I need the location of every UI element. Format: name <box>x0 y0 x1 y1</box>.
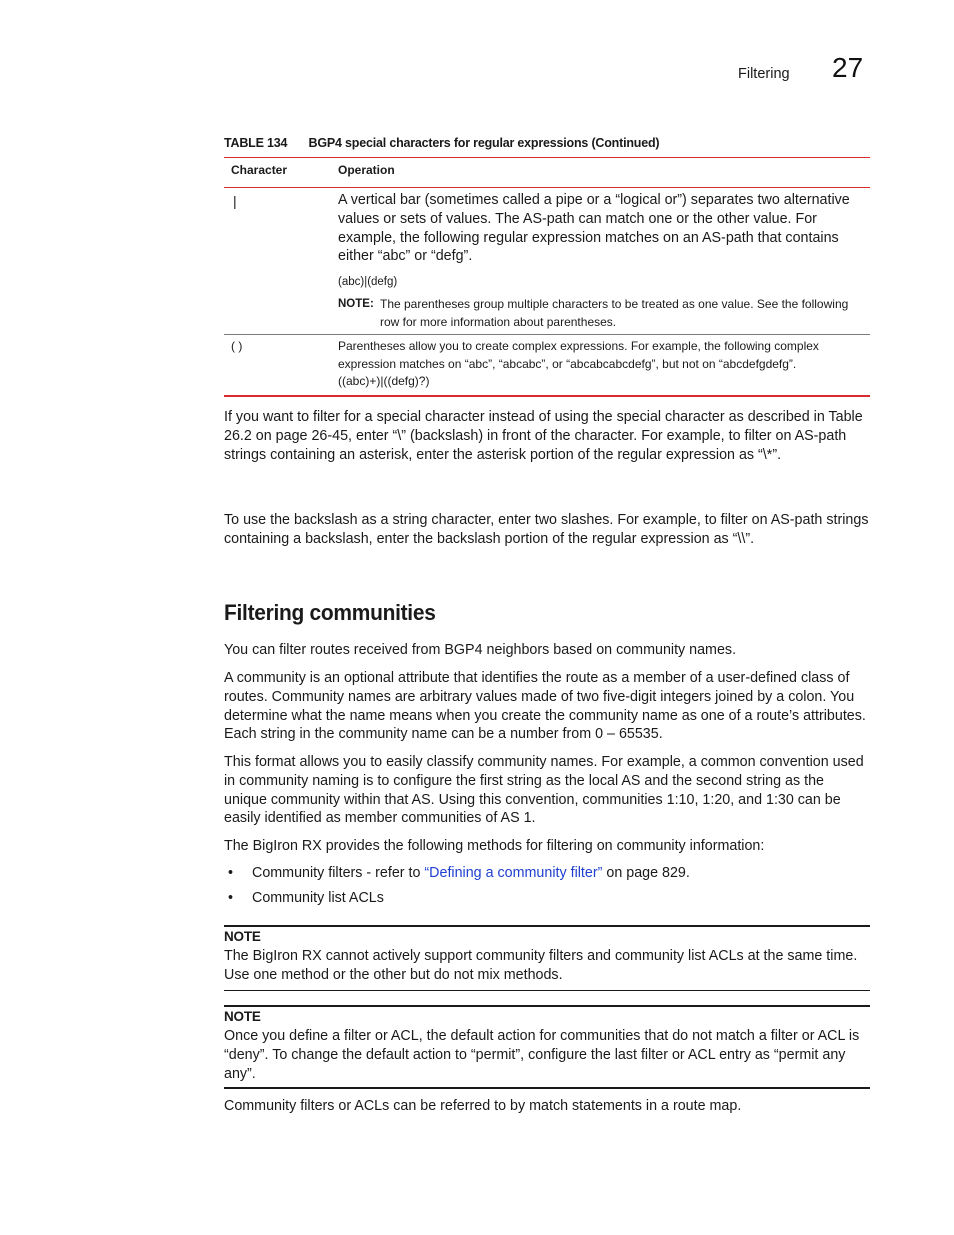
chapter-number: 27 <box>832 52 864 83</box>
special-characters-table <box>224 157 870 397</box>
list-item <box>252 865 690 881</box>
note-box <box>224 1005 870 1089</box>
note-bottom-rule <box>224 1087 870 1089</box>
row-operation-text: Parentheses allow you to create complex expressions. For example, the following complex expression matches on “abc”, “abcabc”, or “abcabcabcdefg”, but not on “abcdefgdefg”. <box>338 339 819 371</box>
table-caption <box>224 136 659 150</box>
row-example: (abc)|(defg) <box>338 276 398 288</box>
column-header-operation: Operation <box>338 163 395 177</box>
paragraph-intro: You can filter routes received from BGP4 neighbors based on community names. <box>224 642 737 658</box>
row-example: ((abc)+)|((defg)?) <box>338 374 430 388</box>
row-note-label: NOTE: <box>338 298 374 310</box>
list-item-text: Community filters - refer to <box>252 865 425 881</box>
note-label: NOTE <box>224 1009 261 1024</box>
row-operation: A vertical bar (sometimes called a pipe or a “logical or”) separates two alternative values or sets of values. The AS-path can match one or the other value. For example, the following regular expression matches on an AS-path that contains either “abc” or “defg”. <box>338 192 850 265</box>
note-top-rule <box>224 925 870 927</box>
paragraph-backslash: To use the backslash as a string character, enter two slashes. For example, to filter on AS-path strings containing a backslash, enter the backslash portion of the regular expression as “\\”. <box>224 512 869 547</box>
table-row <box>224 335 870 395</box>
row-operation <box>338 338 863 391</box>
bullet-marker: • <box>228 865 234 881</box>
list-item-text: on page 829. <box>602 865 690 881</box>
table-row <box>224 188 870 334</box>
paragraph-format: This format allows you to easily classify community names. For example, a common convention used in community naming is to configure the first string as the local AS and the second string as the unique community within that AS. Using this convention, communities 1:10, 1:20, and 1:30 can be easily identified as member communities of AS 1. <box>224 754 864 827</box>
note-text: Once you define a filter or ACL, the default action for communities that do not match a filter or ACL is “deny”. To change the default action to “permit”, configure the last filter or ACL entry as “permit any any”. <box>224 1028 860 1082</box>
list-item: Community list ACLs <box>252 890 384 906</box>
note-text: The BigIron RX cannot actively support community filters and community list ACLs at the same time. Use one method or the other but do not mix methods. <box>224 948 858 983</box>
note-label: NOTE <box>224 929 261 944</box>
bullet-marker: • <box>228 890 234 906</box>
row-character: ( ) <box>231 339 243 353</box>
table-header-row <box>224 158 870 187</box>
table-title: BGP4 special characters for regular expressions (Continued) <box>308 136 660 150</box>
paragraph-route-map: Community filters or ACLs can be referred to by match statements in a route map. <box>224 1098 742 1114</box>
table-number: TABLE 134 <box>224 136 288 150</box>
table-bottom-rule <box>224 395 870 397</box>
community-filter-link[interactable]: “Defining a community filter” <box>424 865 603 881</box>
paragraph-community-definition: A community is an optional attribute that identifies the route as a member of a user-defined class of routes. Community names are arbitrary values made of two five-digit integers joined by a colon. You determine what the name means when you create the community name as one of a route’s attributes. Each string in the community name can be a number from 0 – 65535. <box>224 670 866 743</box>
row-character: | <box>233 193 237 209</box>
note-box <box>224 925 870 991</box>
section-heading: Filtering communities <box>224 600 436 625</box>
paragraph-special-character: If you want to filter for a special character instead of using the special character as described in Table 26.2 on page 26-45, enter “\” (backslash) in front of the character. For example, to filter on AS-path strings containing an asterisk, enter the asterisk portion of the regular expression as “\*”. <box>224 409 863 463</box>
paragraph-methods: The BigIron RX provides the following methods for filtering on community information: <box>224 838 765 854</box>
note-bottom-rule <box>224 990 870 991</box>
row-note-text: The parentheses group multiple characters to be treated as one value. See the following row for more information about parentheses. <box>380 297 849 329</box>
column-header-character: Character <box>231 163 288 177</box>
note-top-rule <box>224 1005 870 1007</box>
running-header-section: Filtering <box>738 66 790 82</box>
